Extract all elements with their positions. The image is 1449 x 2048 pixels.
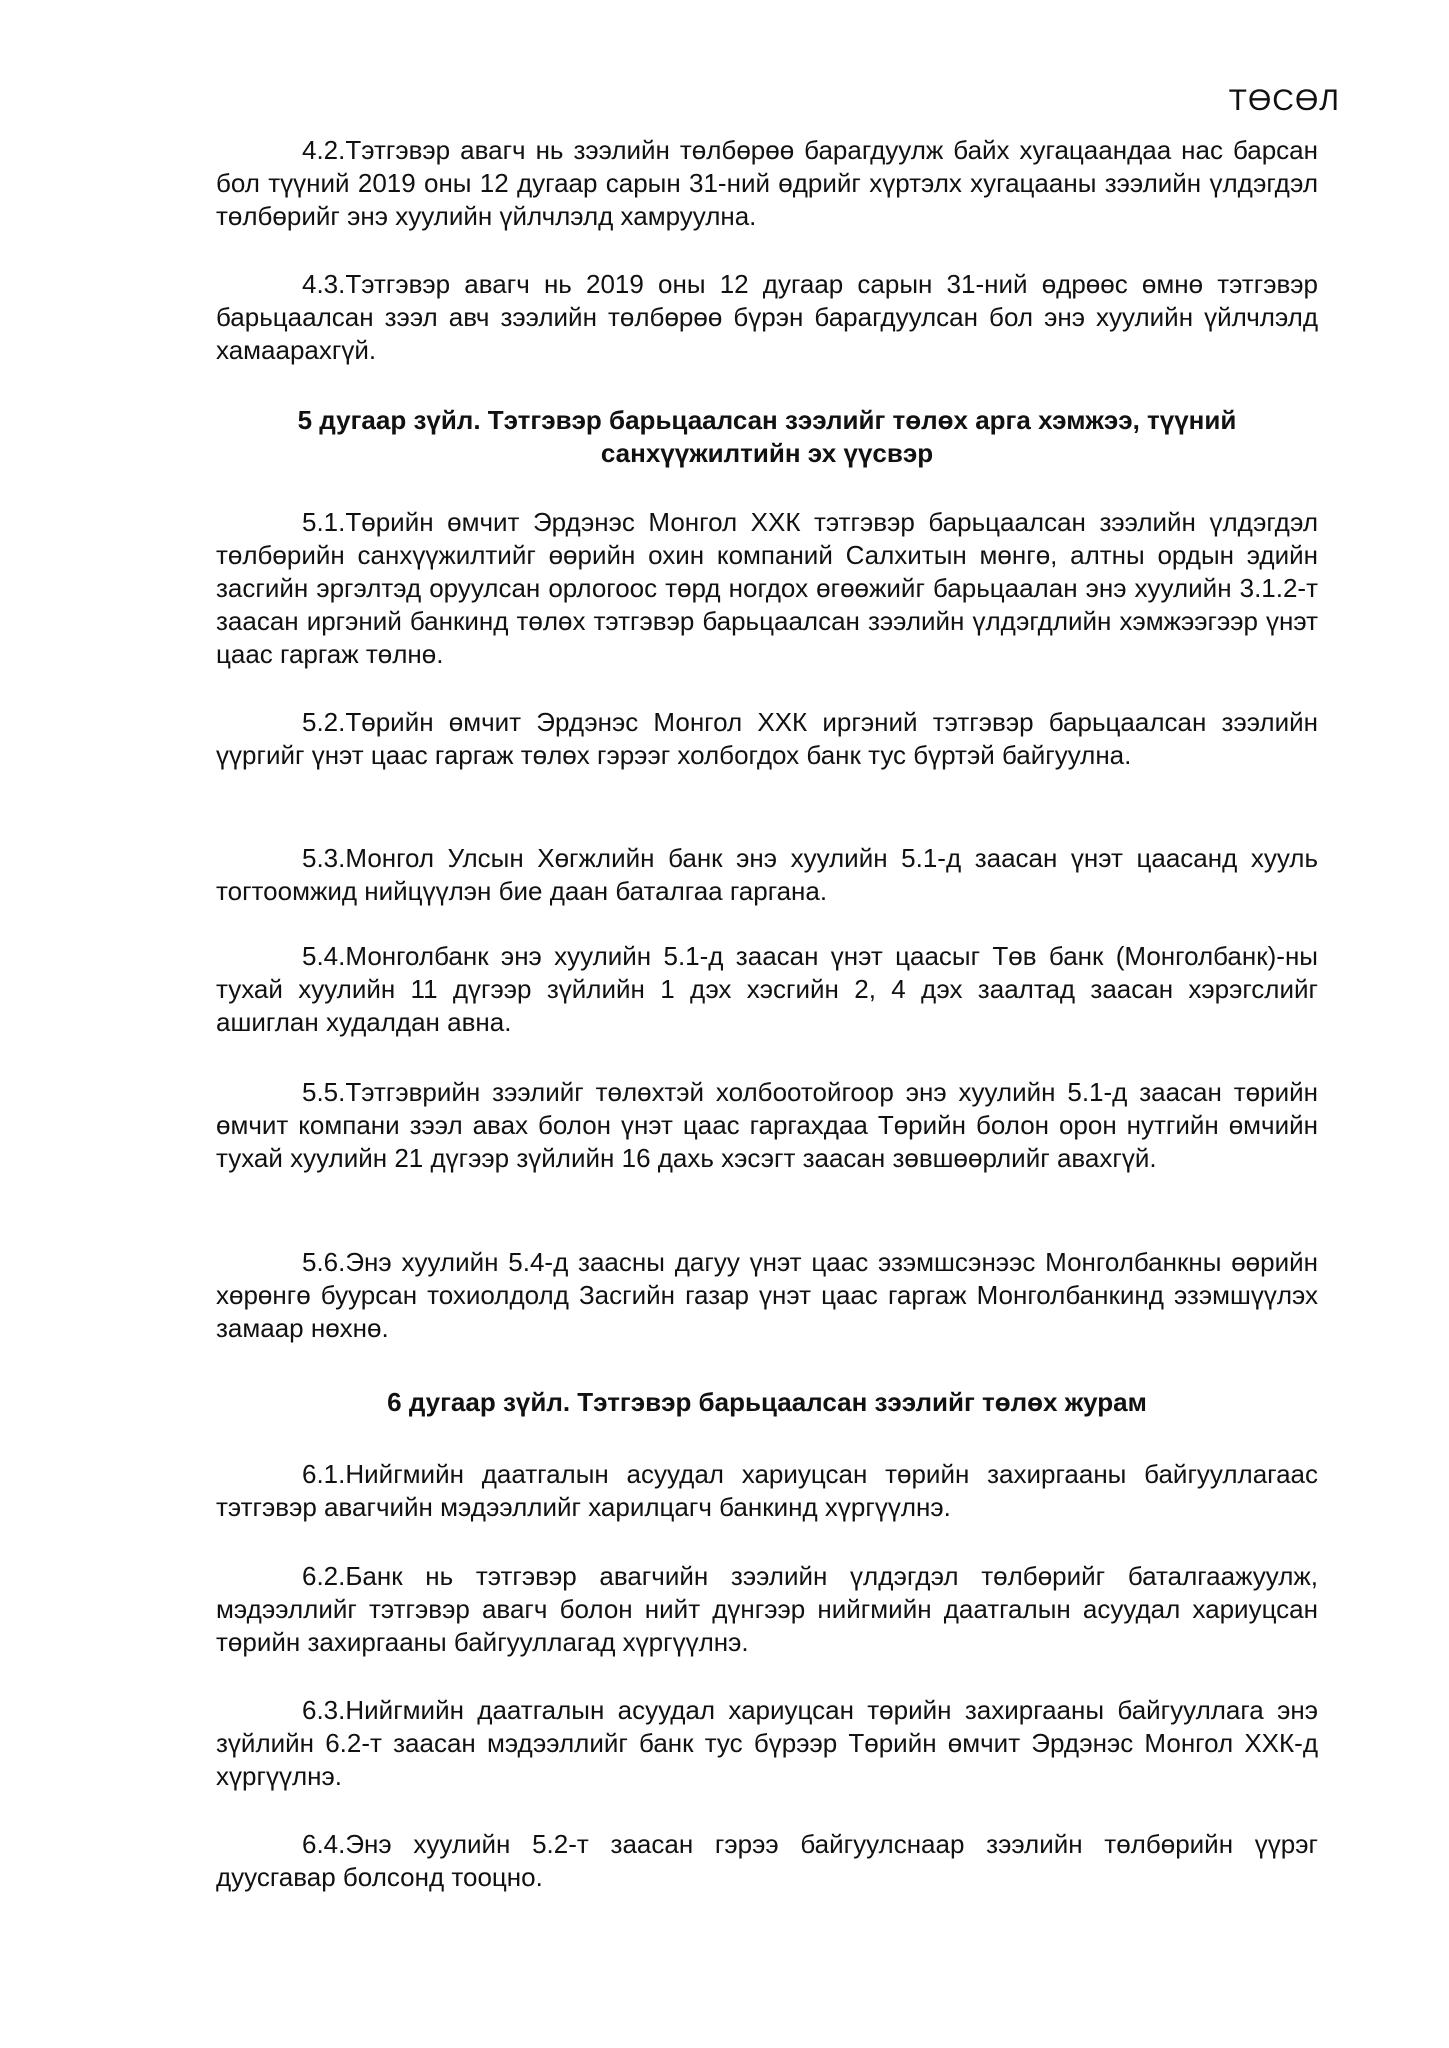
article-5-heading: 5 дугаар зүйл. Тэтгэвэр барьцаалсан зээлийг төлөх арга хэмжээ, түүний санхүүжилтийн эх үүсвэр bbox=[297, 405, 1237, 468]
clause-6-3: 6.3.Нийгмийн даатгалын асуудал хариуцсан төрийн захиргааны байгууллага энэ зүйлийн 6.2-т заасан мэдээллийг банк тус бүрээр Төрийн өмчит Эрдэнэс Монгол ХХК-д хүргүүлнэ. bbox=[216, 1695, 1318, 1791]
article-6-heading: 6 дугаар зүйл. Тэтгэвэр барьцаалсан зээлийг төлөх журам bbox=[387, 1387, 1147, 1417]
clause-6-4: 6.4.Энэ хуулийн 5.2-т заасан гэрээ байгуулснаар зээлийн төлбөрийн үүрэг дуусгавар болсонд тооцно. bbox=[216, 1829, 1318, 1892]
clause-6-1: 6.1.Нийгмийн даатгалын асуудал хариуцсан төрийн захиргааны байгууллагаас тэтгэвэр авагчийн мэдээллийг харилцагч банкинд хүргүүлнэ. bbox=[216, 1459, 1318, 1522]
clause-4-3: 4.3.Тэтгэвэр авагч нь 2019 оны 12 дугаар сарын 31-ний өдрөөс өмнө тэтгэвэр барьцаалсан зээл авч зээлийн төлбөрөө бүрэн барагдуулсан бол энэ хуулийн үйлчлэлд хамаарахгүй. bbox=[216, 269, 1318, 365]
clause-5-1: 5.1.Төрийн өмчит Эрдэнэс Монгол ХХК тэтгэвэр барьцаалсан зээлийн үлдэгдэл төлбөрийн санхүүжилтийг өөрийн охин компаний Салхитын мөнгө, алтны ордын эдийн засгийн эргэлтэд оруулсан орлогоос төрд ногдох өгөөжийг барьцаалан энэ хуулийн 3.1.2-т заасан иргэний банкинд төлөх тэтгэвэр барьцаалсан зээлийн үлдэгдлийн хэмжээгээр үнэт цаас гаргаж төлнө. bbox=[216, 507, 1318, 669]
clause-5-4: 5.4.Монголбанк энэ хуулийн 5.1-д заасан үнэт цаасыг Төв банк (Монголбанк)-ны тухай хуулийн 11 дүгээр зүйлийн 1 дэх хэсгийн 2, 4 дэх заалтад заасан хэрэгслийг ашиглан худалдан авна. bbox=[216, 941, 1318, 1037]
draft-stamp: ТӨСӨЛ bbox=[1228, 84, 1340, 117]
clause-4-2: 4.2.Тэтгэвэр авагч нь зээлийн төлбөрөө барагдуулж байх хугацаандаа нас барсан бол түүний 2019 оны 12 дугаар сарын 31-ний өдрийг хүртэлх хугацааны зээлийн үлдэгдэл төлбөрийг энэ хуулийн үйлчлэлд хамруулна. bbox=[216, 135, 1318, 231]
clause-5-2: 5.2.Төрийн өмчит Эрдэнэс Монгол ХХК иргэний тэтгэвэр барьцаалсан зээлийн үүргийг үнэт цаас гаргаж төлөх гэрээг холбогдох банк тус бүртэй байгуулна. bbox=[216, 707, 1318, 770]
clause-5-5: 5.5.Тэтгэврийн зээлийг төлөхтэй холбоотойгоор энэ хуулийн 5.1-д заасан төрийн өмчит компани зээл авах болон үнэт цаас гаргахдаа Төрийн болон орон нутгийн өмчийн тухай хуулийн 21 дүгээр зүйлийн 16 дахь хэсэгт заасан зөвшөөрлийг авахгүй. bbox=[216, 1077, 1318, 1173]
clause-6-2: 6.2.Банк нь тэтгэвэр авагчийн зээлийн үлдэгдэл төлбөрийг баталгаажуулж, мэдээллийг тэтгэвэр авагч болон нийт дүнгээр нийгмийн даатгалын асуудал хариуцсан төрийн захиргааны байгууллагад хүргүүлнэ. bbox=[216, 1561, 1318, 1657]
clause-5-6: 5.6.Энэ хуулийн 5.4-д заасны дагуу үнэт цаас эзэмшсэнээс Монголбанкны өөрийн хөрөнгө буурсан тохиолдолд Засгийн газар үнэт цаас гаргаж Монголбанкинд эзэмшүүлэх замаар нөхнө. bbox=[216, 1247, 1318, 1343]
clause-5-3: 5.3.Монгол Улсын Хөгжлийн банк энэ хуулийн 5.1-д заасан үнэт цаасанд хууль тогтоомжид нийцүүлэн бие даан баталгаа гаргана. bbox=[216, 843, 1318, 906]
